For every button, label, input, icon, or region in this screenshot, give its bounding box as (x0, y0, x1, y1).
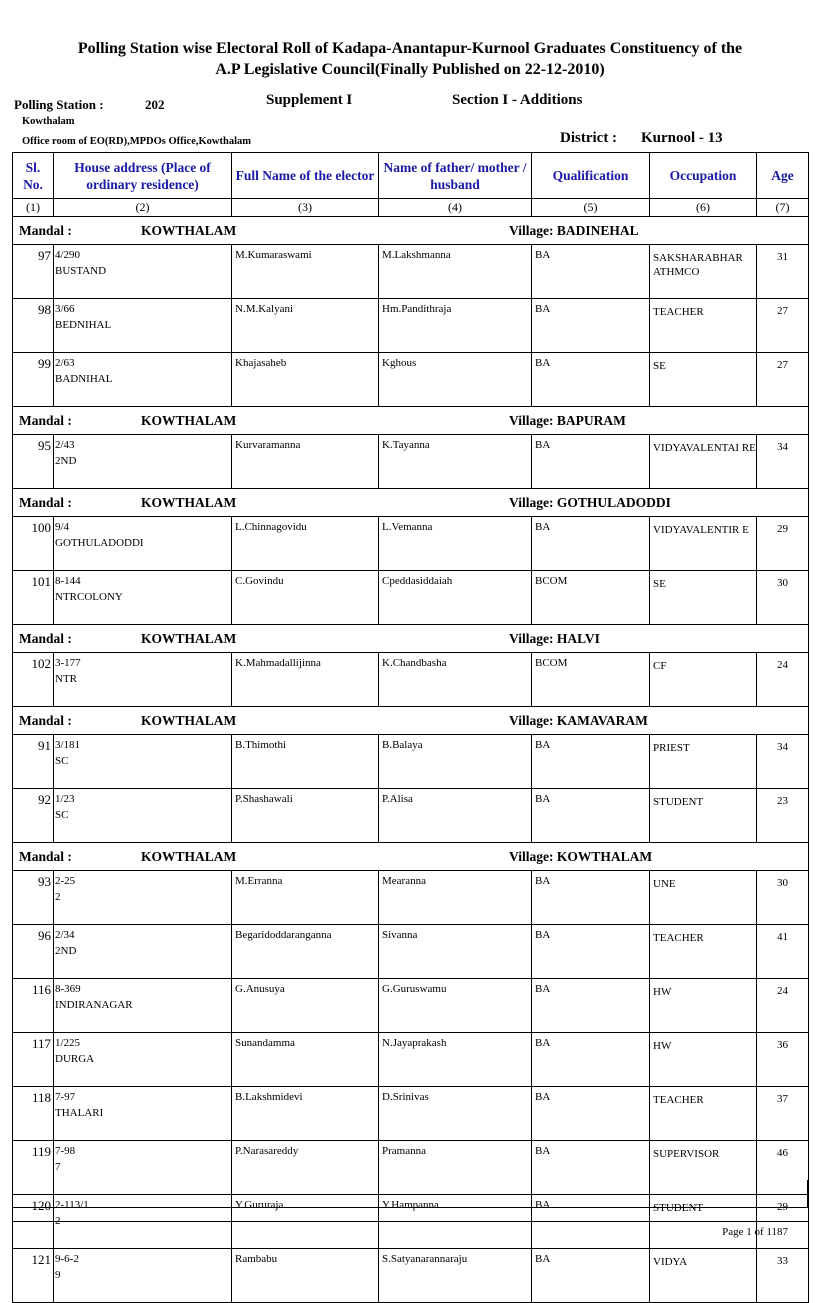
table-row (13, 1141, 809, 1195)
table-row (13, 571, 809, 625)
table-row (13, 1087, 809, 1141)
qualification: BCOM (532, 571, 650, 625)
house-address (54, 517, 232, 571)
elector-name: K.Mahmadallijinna (232, 653, 379, 707)
serial-number: 95 (13, 435, 54, 489)
table-row (13, 871, 809, 925)
age: 41 (757, 925, 809, 979)
village-name: Village: BAPURAM (509, 412, 626, 428)
column-number: (7) (757, 199, 809, 217)
locality: NTRCOLONY (55, 591, 123, 603)
age: 34 (757, 435, 809, 489)
age: 24 (757, 653, 809, 707)
serial-number: 100 (13, 517, 54, 571)
table-row (13, 353, 809, 407)
column-number: (2) (54, 199, 232, 217)
occupation: HW (650, 979, 757, 1033)
house-address (54, 735, 232, 789)
mandal-village-row (13, 843, 809, 871)
page-number: Page 1 of 1187 (722, 1226, 788, 1238)
relation-name: Kghous (379, 353, 532, 407)
house-address (54, 571, 232, 625)
age: 24 (757, 979, 809, 1033)
column-number-row (13, 199, 809, 217)
table-row (13, 245, 809, 299)
qualification: BA (532, 871, 650, 925)
occupation: SE (650, 353, 757, 407)
occupation: SE (650, 571, 757, 625)
house-address (54, 925, 232, 979)
age: 34 (757, 735, 809, 789)
village-name: Village: KOWTHALAM (509, 848, 653, 864)
house-number: 2-113/1 (55, 1199, 89, 1211)
elector-name: Kurvaramanna (232, 435, 379, 489)
locality: DURGA (55, 1053, 95, 1065)
qualification: BA (532, 1249, 650, 1303)
relation-name: Cpeddasiddaiah (379, 571, 532, 625)
mandal-label: Mandal : (19, 630, 72, 646)
mandal-village-row (13, 625, 809, 653)
house-address (54, 1033, 232, 1087)
village-name: Village: BADINEHAL (509, 222, 639, 238)
locality: BADNIHAL (55, 373, 113, 385)
occupation: STUDENT (650, 789, 757, 843)
qualification: BA (532, 299, 650, 353)
elector-name: Sunandamma (232, 1033, 379, 1087)
locality: 9 (55, 1269, 61, 1281)
relation-name: Pramanna (379, 1141, 532, 1195)
locality: 2ND (55, 455, 77, 467)
relation-name: P.Alisa (379, 789, 532, 843)
column-header: Sl. No. (13, 153, 54, 199)
column-number: (5) (532, 199, 650, 217)
serial-number: 97 (13, 245, 54, 299)
mandal-label: Mandal : (19, 848, 72, 864)
elector-name: P.Narasareddy (232, 1141, 379, 1195)
house-address (54, 1141, 232, 1195)
serial-number: 93 (13, 871, 54, 925)
table-row (13, 299, 809, 353)
serial-number: 98 (13, 299, 54, 353)
serial-number: 99 (13, 353, 54, 407)
serial-number: 120 (13, 1195, 54, 1249)
elector-name: Y.Gururaja (232, 1195, 379, 1249)
mandal-label: Mandal : (19, 712, 72, 728)
qualification: BCOM (532, 653, 650, 707)
table-row (13, 653, 809, 707)
column-header: Full Name of the elector (232, 153, 379, 199)
qualification: BA (532, 435, 650, 489)
elector-name: B.Thimothi (232, 735, 379, 789)
qualification: BA (532, 1087, 650, 1141)
relation-name: B.Balaya (379, 735, 532, 789)
house-address (54, 353, 232, 407)
occupation: VIDYAVALENTAI RE (650, 435, 757, 489)
serial-number: 121 (13, 1249, 54, 1303)
polling-station-name: Kowthalam (22, 116, 75, 127)
locality: GOTHULADODDI (55, 537, 144, 549)
house-number: 7-97 (55, 1091, 76, 1103)
occupation: TEACHER (650, 925, 757, 979)
house-number: 2/34 (55, 929, 75, 941)
column-header: Occupation (650, 153, 757, 199)
occupation: VIDYAVALENTIR E (650, 517, 757, 571)
column-number: (4) (379, 199, 532, 217)
elector-name: Khajasaheb (232, 353, 379, 407)
serial-number: 102 (13, 653, 54, 707)
relation-name: G.Guruswamu (379, 979, 532, 1033)
age: 33 (757, 1249, 809, 1303)
serial-number: 117 (13, 1033, 54, 1087)
qualification: BA (532, 245, 650, 299)
polling-station-number: 202 (145, 97, 165, 112)
occupation: TEACHER (650, 1087, 757, 1141)
house-number: 8-144 (55, 575, 81, 587)
house-number: 9-6-2 (55, 1253, 79, 1265)
mandal-name: KOWTHALAM (141, 222, 237, 238)
mandal-name: KOWTHALAM (141, 494, 237, 510)
relation-name: N.Jayaprakash (379, 1033, 532, 1087)
occupation: SAKSHARABHAR ATHMCO (650, 245, 757, 299)
relation-name: S.Satyanarannaraju (379, 1249, 532, 1303)
mandal-village-row (13, 489, 809, 517)
age: 37 (757, 1087, 809, 1141)
locality: THALARI (55, 1107, 104, 1119)
relation-name: Hm.Pandithraja (379, 299, 532, 353)
table-row (13, 789, 809, 843)
locality: 2 (55, 891, 61, 903)
relation-name: Sivanna (379, 925, 532, 979)
elector-name: M.Erranna (232, 871, 379, 925)
house-address (54, 789, 232, 843)
occupation: TEACHER (650, 299, 757, 353)
qualification: BA (532, 735, 650, 789)
locality: SC (55, 809, 69, 821)
elector-name: P.Shashawali (232, 789, 379, 843)
mandal-name: KOWTHALAM (141, 848, 237, 864)
house-address (54, 1087, 232, 1141)
column-number: (6) (650, 199, 757, 217)
village-name: Village: GOTHULADODDI (509, 494, 671, 510)
table-row (13, 735, 809, 789)
village-name: Village: HALVI (509, 630, 600, 646)
qualification: BA (532, 979, 650, 1033)
house-number: 3-177 (55, 657, 81, 669)
table-bottom-rule (12, 1207, 808, 1208)
mandal-village-row (13, 217, 809, 245)
relation-name: D.Srinivas (379, 1087, 532, 1141)
document-title-line2: A.P Legislative Council(Finally Published on 22-12-2010) (215, 61, 605, 78)
locality: BEDNIHAL (55, 319, 112, 331)
age: 29 (757, 1195, 809, 1249)
house-number: 2/63 (55, 357, 75, 369)
mandal-name: KOWTHALAM (141, 412, 237, 428)
house-address (54, 1249, 232, 1303)
serial-number: 118 (13, 1087, 54, 1141)
house-address (54, 653, 232, 707)
serial-number: 101 (13, 571, 54, 625)
footer-rule (12, 1221, 808, 1222)
occupation: STUDENT (650, 1195, 757, 1249)
supplement-label: Supplement I (266, 92, 353, 108)
age: 36 (757, 1033, 809, 1087)
table-edge-right (807, 1180, 808, 1208)
elector-name: N.M.Kalyani (232, 299, 379, 353)
qualification: BA (532, 1141, 650, 1195)
occupation: UNE (650, 871, 757, 925)
house-number: 7-98 (55, 1145, 76, 1157)
relation-name: M.Lakshmanna (379, 245, 532, 299)
table-row (13, 435, 809, 489)
house-address (54, 979, 232, 1033)
age: 31 (757, 245, 809, 299)
column-header: Qualification (532, 153, 650, 199)
table-row (13, 517, 809, 571)
qualification: BA (532, 1195, 650, 1249)
column-header: Age (757, 153, 809, 199)
elector-name: Rambabu (232, 1249, 379, 1303)
section-label: Section I - Additions (452, 92, 583, 108)
relation-name: L.Vemanna (379, 517, 532, 571)
elector-name: Begaridoddaranganna (232, 925, 379, 979)
column-header: House address (Place of ordinary residence) (54, 153, 232, 199)
table-row (13, 1249, 809, 1303)
house-number: 1/23 (55, 793, 75, 805)
polling-station-label: Polling Station : (14, 97, 104, 112)
elector-name: L.Chinnagovidu (232, 517, 379, 571)
age: 27 (757, 299, 809, 353)
locality: BUSTAND (55, 265, 107, 277)
qualification: BA (532, 517, 650, 571)
locality: 2ND (55, 945, 77, 957)
qualification: BA (532, 789, 650, 843)
locality: INDIRANAGAR (55, 999, 133, 1011)
age: 30 (757, 571, 809, 625)
locality: SC (55, 755, 69, 767)
qualification: BA (532, 353, 650, 407)
house-address (54, 871, 232, 925)
house-number: 4/290 (55, 249, 81, 261)
locality: 7 (55, 1161, 61, 1173)
polling-station-location: Office room of EO(RD),MPDOs Office,Kowthalam (22, 136, 252, 147)
relation-name: K.Tayanna (379, 435, 532, 489)
village-name: Village: KAMAVARAM (509, 712, 648, 728)
relation-name: Mearanna (379, 871, 532, 925)
relation-name: K.Chandbasha (379, 653, 532, 707)
mandal-label: Mandal : (19, 222, 72, 238)
age: 23 (757, 789, 809, 843)
mandal-name: KOWTHALAM (141, 630, 237, 646)
house-number: 2/43 (55, 439, 75, 451)
table-row (13, 979, 809, 1033)
house-number: 1/225 (55, 1037, 81, 1049)
house-number: 9/4 (55, 521, 70, 533)
locality: 2 (55, 1215, 61, 1227)
age: 30 (757, 871, 809, 925)
table-row (13, 1033, 809, 1087)
relation-name: Y.Hampanna (379, 1195, 532, 1249)
serial-number: 92 (13, 789, 54, 843)
mandal-name: KOWTHALAM (141, 712, 237, 728)
house-address (54, 245, 232, 299)
house-number: 3/181 (55, 739, 81, 751)
table-row (13, 925, 809, 979)
house-address (54, 299, 232, 353)
house-number: 8-369 (55, 983, 81, 995)
serial-number: 91 (13, 735, 54, 789)
document-title-line1: Polling Station wise Electoral Roll of Kadapa-Anantapur-Kurnool Graduates Constituency of the (77, 40, 743, 57)
locality: NTR (55, 673, 77, 685)
mandal-label: Mandal : (19, 412, 72, 428)
elector-name: G.Anusuya (232, 979, 379, 1033)
mandal-label: Mandal : (19, 494, 72, 510)
elector-name: M.Kumaraswami (232, 245, 379, 299)
serial-number: 116 (13, 979, 54, 1033)
table-edge-left (12, 1180, 13, 1208)
district-label: District : (560, 130, 618, 146)
mandal-village-row (13, 407, 809, 435)
age: 46 (757, 1141, 809, 1195)
age: 29 (757, 517, 809, 571)
mandal-village-row (13, 707, 809, 735)
column-number: (3) (232, 199, 379, 217)
column-header: Name of father/ mother / husband (379, 153, 532, 199)
age: 27 (757, 353, 809, 407)
house-address (54, 435, 232, 489)
occupation: CF (650, 653, 757, 707)
elector-name: C.Govindu (232, 571, 379, 625)
house-number: 3/66 (55, 303, 75, 315)
elector-name: B.Lakshmidevi (232, 1087, 379, 1141)
occupation: PRIEST (650, 735, 757, 789)
electoral-roll-table (12, 152, 809, 1303)
serial-number: 119 (13, 1141, 54, 1195)
district-value: Kurnool - 13 (641, 130, 723, 146)
house-number: 2-25 (55, 875, 76, 887)
occupation: SUPERVISOR (650, 1141, 757, 1195)
serial-number: 96 (13, 925, 54, 979)
column-number: (1) (13, 199, 54, 217)
occupation: VIDYA (650, 1249, 757, 1303)
qualification: BA (532, 925, 650, 979)
table-header-row (13, 153, 809, 199)
qualification: BA (532, 1033, 650, 1087)
occupation: HW (650, 1033, 757, 1087)
